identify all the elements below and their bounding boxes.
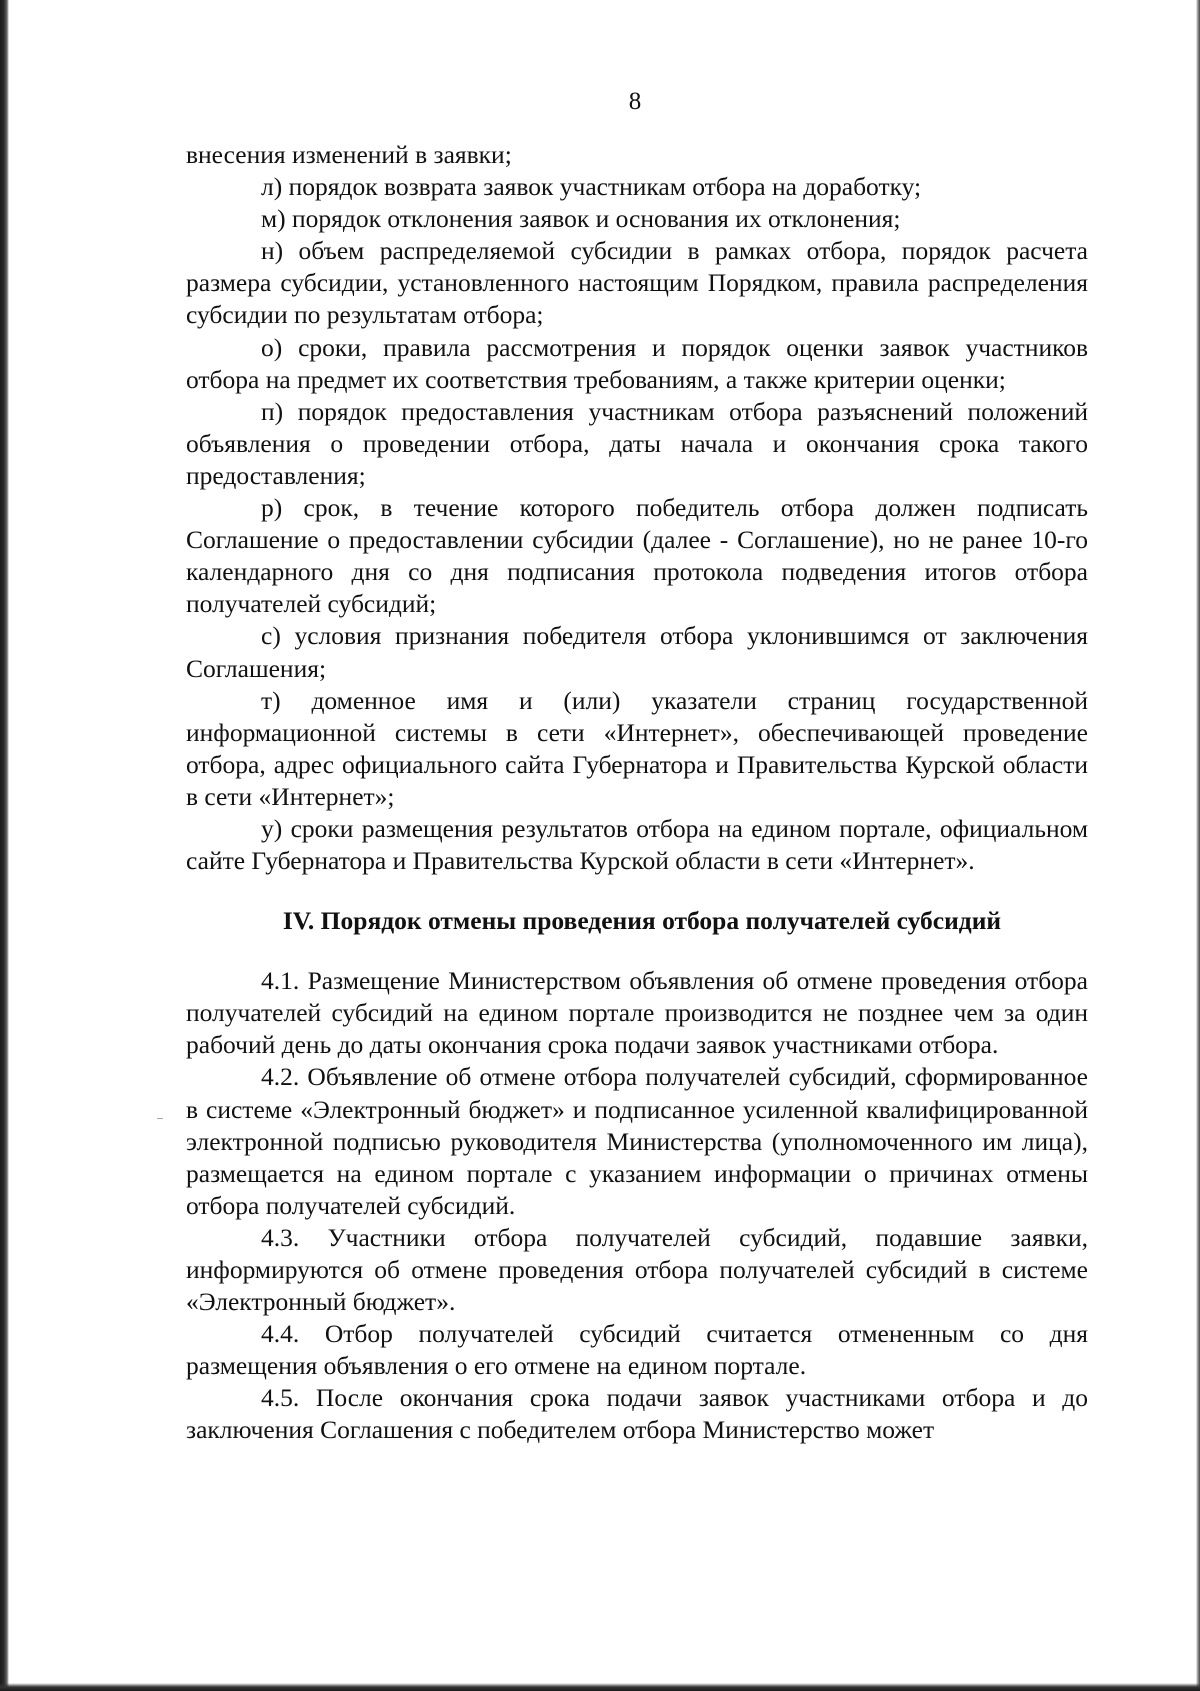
scan-edge-left — [0, 0, 9, 1691]
clause-4-4: 4.4. Отбор получателей субсидий считается отмененным со дня размещения объявления о его отмене на едином портале. — [186, 1319, 1088, 1381]
page-number: 8 — [628, 88, 642, 115]
list-item-r: р) срок, в течение которого победитель отбора должен подписать Соглашение о предоставлении субсидии (далее - Соглашение), но не ранее 10-го календарного дня со дня подписания протокола подведения итогов отбора получателей субсидий; — [186, 493, 1088, 619]
document-body — [186, 139, 1088, 1447]
section-heading: IV. Порядок отмены проведения отбора получателей субсидий — [282, 906, 1002, 936]
clause-4-3: 4.3. Участники отбора получателей субсидий, подавшие заявки, информируются об отмене проведения отбора получателей субсидий в системе «Электронный бюджет». — [186, 1222, 1088, 1317]
clause-4-5: 4.5. После окончания срока подачи заявок участниками отбора и до заключения Соглашения с победителем отбора Министерство может — [186, 1383, 1088, 1445]
list-item-t: т) доменное имя и (или) указатели страниц государственной информационной системы в сети «Интернет», обеспечивающей проведение отбора, адрес официального сайта Губернатора и Правительства Курской области в сети «Интернет»; — [186, 685, 1088, 811]
list-item-n: н) объем распределяемой субсидии в рамках отбора, порядок расчета размера субсидии, установленного настоящим Порядком, правила распределения субсидии по результатам отбора; — [186, 236, 1088, 330]
list-item-u: у) сроки размещения результатов отбора на едином портале, официальном сайте Губернатора и Правительства Курской области в сети «Интернет». — [186, 813, 1088, 876]
list-item-o: о) сроки, правила рассмотрения и порядок оценки заявок участников отбора на предмет их соответствия требованиям, а также критерии оценки; — [186, 332, 1088, 394]
list-item-p: п) порядок предоставления участникам отбора разъяснений положений объявления о проведении отбора, даты начала и окончания срока такого предоставления; — [186, 396, 1088, 490]
list-item-l: л) порядок возврата заявок участникам отбора на доработку; — [261, 172, 922, 202]
list-item-m: м) порядок отклонения заявок и основания их отклонения; — [261, 204, 901, 234]
clause-4-2: 4.2. Объявление об отмене отбора получателей субсидий, сформированное в системе «Электронный бюджет» и подписанное усиленной квалифицированной электронной подписью руководителя Министерства (уполномоченного им лица), размещается на едином портале с указанием информации о причинах отмены отбора получателей субсидий. — [186, 1062, 1088, 1220]
margin-mark — [157, 1118, 163, 1119]
list-item-s: с) условия признания победителя отбора уклонившимся от заключения Соглашения; — [186, 621, 1088, 683]
list-before-heading — [186, 139, 1088, 877]
clause-4-1: 4.1. Размещение Министерством объявления об отмене проведения отбора получателей субсидий на едином портале производится не позднее чем за один рабочий день до даты окончания срока подачи заявок участниками отбора. — [186, 966, 1088, 1060]
scan-edge-bottom — [0, 1683, 1200, 1691]
scan-edge-right — [1196, 0, 1200, 1691]
paragraph-continuation: внесения изменений в заявки; — [186, 140, 512, 169]
section-iv-body — [186, 965, 1088, 1446]
